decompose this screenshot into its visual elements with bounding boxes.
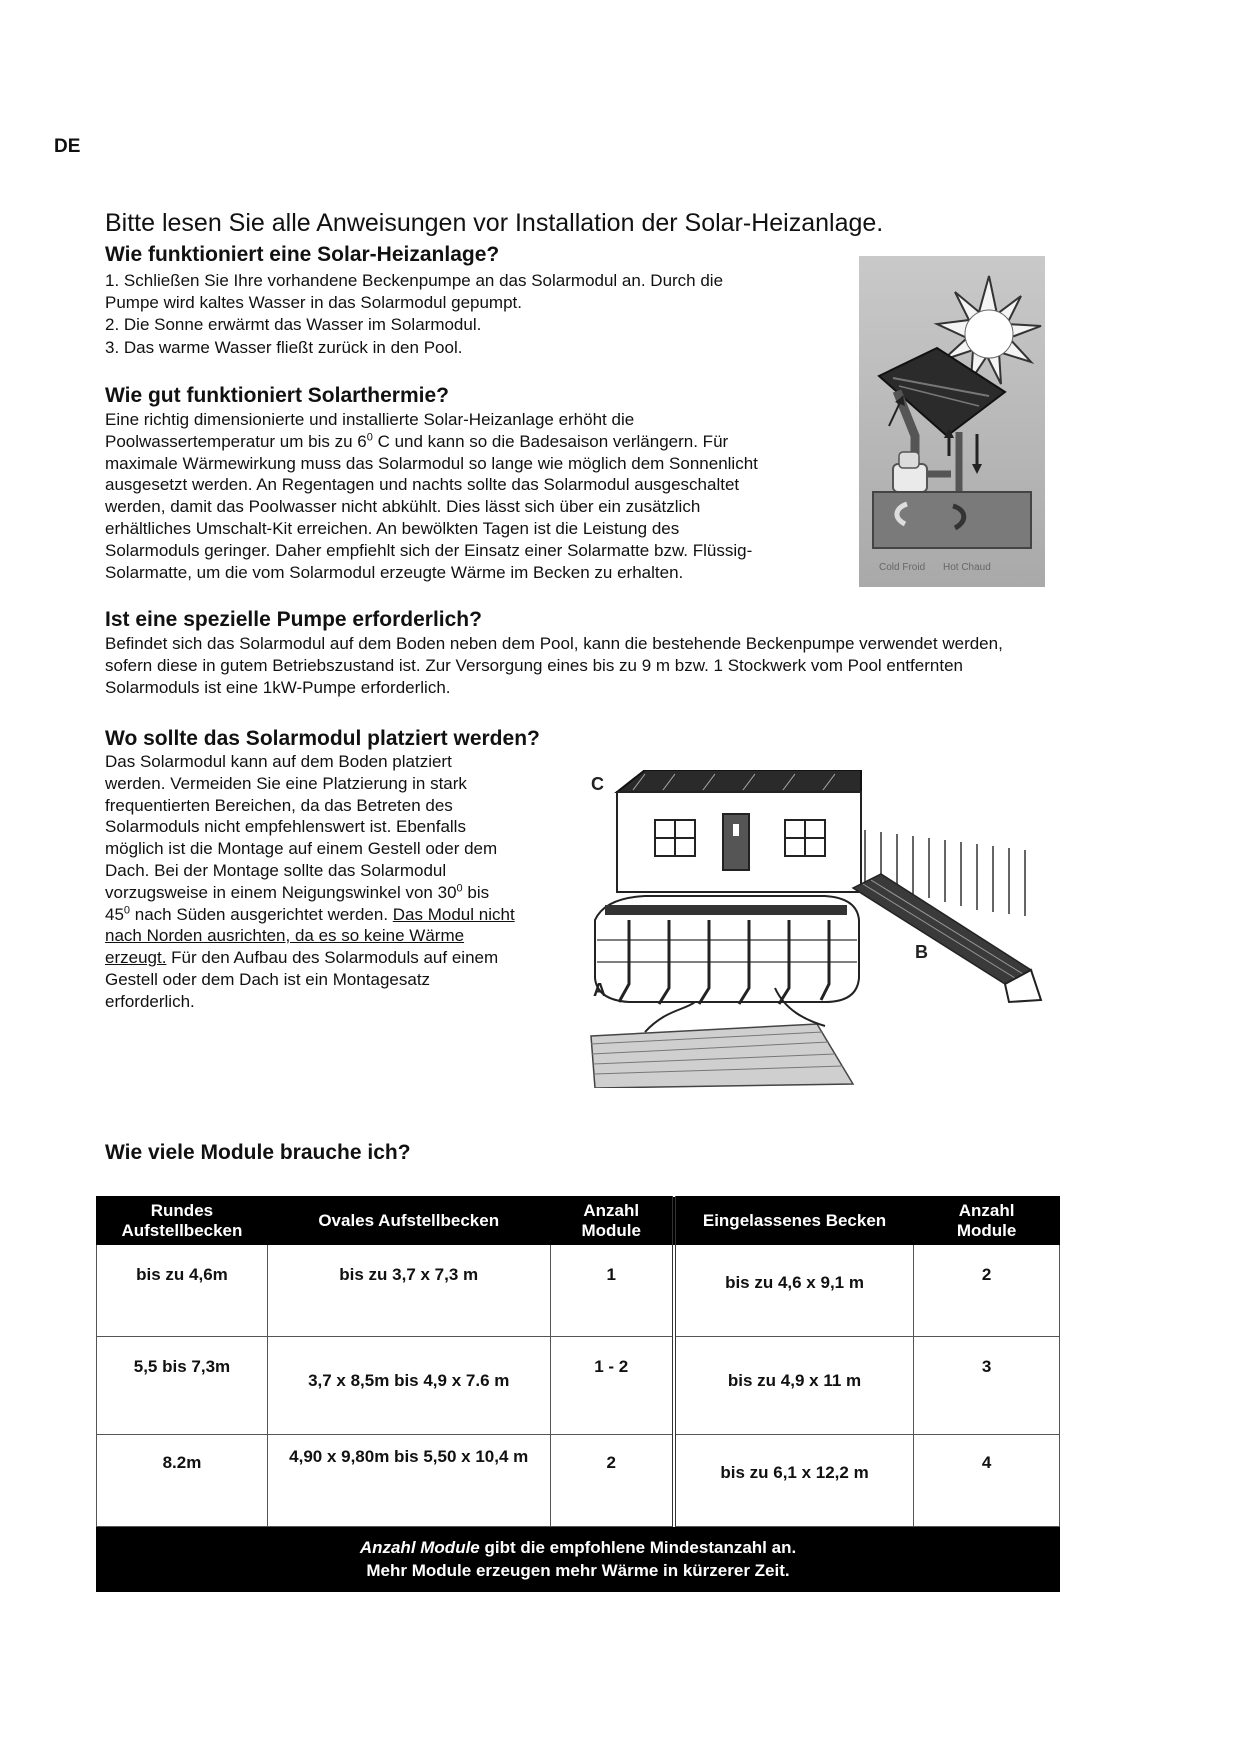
header-text: Module bbox=[956, 1220, 1017, 1240]
text-segment: 45 bbox=[105, 904, 124, 924]
table-row bbox=[97, 1245, 1060, 1337]
heading-how-it-works: Wie funktioniert eine Solar-Heizanlage? bbox=[105, 243, 500, 266]
label-c: C bbox=[591, 774, 604, 794]
paragraph-placement bbox=[105, 751, 515, 1013]
cell-count-2: 2 bbox=[914, 1245, 1060, 1337]
warning-underlined-line: nach Norden ausrichten, da es so keine Wärme bbox=[105, 926, 465, 946]
modules-table bbox=[96, 1196, 1060, 1592]
cell-count-1: 1 - 2 bbox=[550, 1337, 674, 1435]
header-text: Module bbox=[581, 1220, 641, 1240]
cell-oval: 3,7 x 8,5m bis 4,9 x 7.6 m bbox=[267, 1337, 550, 1435]
degree-superscript: 0 bbox=[366, 431, 373, 444]
text-line: Befindet sich das Solarmodul auf dem Boden neben dem Pool, kann die bestehende Beckenpumpe verwendet werden, bbox=[105, 634, 1003, 653]
header-text: Anzahl bbox=[583, 1200, 640, 1220]
heading-placement: Wo sollte das Solarmodul platziert werden? bbox=[105, 727, 540, 750]
text-line: werden, damit das Poolwasser nicht abkühlt. Dies lässt sich über ein zusätzlich bbox=[105, 497, 701, 517]
placement-options-illustration bbox=[585, 770, 1045, 1088]
text-line: Dach. Bei der Montage sollte das Solarmodul bbox=[105, 860, 447, 880]
text-line: möglich ist die Montage auf einem Gestell oder dem bbox=[105, 839, 498, 859]
cell-oval: 4,90 x 9,80m bis 5,50 x 10,4 m bbox=[267, 1435, 550, 1527]
text-line: 2. Die Sonne erwärmt das Wasser im Solarmodul. bbox=[105, 314, 482, 334]
cell-inground: bis zu 6,1 x 12,2 m bbox=[674, 1435, 914, 1527]
text-line bbox=[105, 904, 515, 926]
table-header-row bbox=[97, 1197, 1060, 1245]
paragraph-how-it-works bbox=[105, 270, 723, 359]
text-line: maximale Wärmewirkung muss das Solarmodul so lange wie möglich dem Sonnenlicht bbox=[105, 453, 758, 473]
text-line bbox=[105, 431, 758, 453]
house bbox=[617, 770, 861, 892]
footnote-emphasis: Anzahl Module bbox=[359, 1538, 480, 1557]
cold-label: Cold Froid bbox=[879, 562, 926, 573]
cell-count-1: 1 bbox=[550, 1245, 674, 1337]
label-b: B bbox=[915, 942, 928, 962]
cell-inground: bis zu 4,9 x 11 m bbox=[674, 1337, 914, 1435]
cell-count-2: 3 bbox=[914, 1337, 1060, 1435]
header-oval-pool: Ovales Aufstellbecken bbox=[267, 1197, 550, 1245]
text-line: erforderlich. bbox=[105, 991, 195, 1011]
solar-circulation-illustration bbox=[859, 256, 1045, 587]
cell-inground: bis zu 4,6 x 9,1 m bbox=[674, 1245, 914, 1337]
heading-pump-needed: Ist eine spezielle Pumpe erforderlich? bbox=[105, 608, 482, 631]
pool-basin bbox=[873, 492, 1031, 548]
text-line: frequentierten Bereichen, da das Betreten des bbox=[105, 795, 453, 815]
page-title: Bitte lesen Sie alle Anweisungen vor Installation der Solar-Heizanlage. bbox=[105, 208, 884, 237]
header-text: Anzahl bbox=[958, 1200, 1015, 1220]
header-text: Aufstellbecken bbox=[121, 1220, 243, 1240]
text-line: 3. Das warme Wasser fließt zurück in den Pool. bbox=[105, 338, 463, 358]
text-line bbox=[105, 947, 515, 969]
above-ground-pool bbox=[595, 896, 859, 1004]
warning-underlined: erzeugt. bbox=[105, 948, 167, 968]
warning-underlined: Das Modul nicht bbox=[392, 904, 515, 924]
footnote-text: Mehr Module erzeugen mehr Wärme in kürzerer Zeit. bbox=[366, 1561, 790, 1580]
text-line: ausgesetzt werden. An Regentagen und nachts sollte das Solarmodul ausgeschaltet bbox=[105, 475, 740, 495]
text-segment: Für den Aufbau des Solarmoduls auf einem bbox=[166, 948, 499, 968]
heading-how-many: Wie viele Module brauche ich? bbox=[105, 1141, 411, 1164]
header-module-count-2 bbox=[914, 1197, 1060, 1245]
table-row bbox=[97, 1337, 1060, 1435]
cell-round: 5,5 bis 7,3m bbox=[97, 1337, 268, 1435]
text-line bbox=[105, 882, 515, 904]
header-round-pool bbox=[97, 1197, 268, 1245]
text-segment: bis bbox=[462, 882, 490, 902]
text-line: sofern diese in gutem Betriebszustand ist. Zur Versorgung eines bis zu 9 m bzw. 1 Stockwerk vom Pool entfernten bbox=[105, 655, 963, 675]
text-segment: C und kann so die Badesaison verlängern. Für bbox=[372, 431, 729, 451]
cell-oval: bis zu 3,7 x 7,3 m bbox=[267, 1245, 550, 1337]
degree-superscript: 0 bbox=[456, 882, 463, 895]
paragraph-how-well bbox=[105, 409, 758, 583]
cell-round: 8.2m bbox=[97, 1435, 268, 1527]
footnote-text: gibt die empfohlene Mindestanzahl an. bbox=[479, 1538, 797, 1557]
cell-round: bis zu 4,6m bbox=[97, 1245, 268, 1337]
table-footer-row bbox=[97, 1527, 1060, 1592]
text-line: Solarmatte, um die vom Solarmodul erzeugte Wärme im Becken zu erhalten. bbox=[105, 562, 684, 582]
text-line: Solarmoduls ist eine 1kW-Pumpe erforderlich. bbox=[105, 677, 451, 697]
text-segment: Poolwassertemperatur um bis zu 6 bbox=[105, 431, 367, 451]
table-row bbox=[97, 1435, 1060, 1527]
text-line: Gestell oder dem Dach ist ein Montagesatz bbox=[105, 969, 431, 989]
text-segment: vorzugsweise in einem Neigungswinkel von 30 bbox=[105, 882, 457, 902]
cell-count-2: 4 bbox=[914, 1435, 1060, 1527]
text-line: werden. Vermeiden Sie eine Platzierung in stark bbox=[105, 773, 467, 793]
label-a: A bbox=[593, 980, 606, 1000]
text-line: Das Solarmodul kann auf dem Boden platziert bbox=[105, 752, 452, 771]
heading-how-well: Wie gut funktioniert Solarthermie? bbox=[105, 384, 449, 407]
language-code: DE bbox=[54, 136, 81, 157]
text-line: 1. Schließen Sie Ihre vorhandene Beckenpumpe an das Solarmodul an. Durch die bbox=[105, 271, 724, 290]
tilted-solar-panel bbox=[853, 874, 1041, 1002]
header-text: Rundes bbox=[150, 1200, 214, 1220]
text-line: Pumpe wird kaltes Wasser in das Solarmodul gepumpt. bbox=[105, 292, 522, 312]
text-line: Solarmoduls nicht empfehlenswert ist. Ebenfalls bbox=[105, 817, 466, 837]
text-line: Eine richtig dimensionierte und installierte Solar-Heizanlage erhöht die bbox=[105, 410, 635, 429]
degree-superscript: 0 bbox=[123, 903, 131, 916]
text-line: erhältliches Umschalt-Kit erreichen. An bewölkten Tagen ist die Leistung des bbox=[105, 518, 680, 538]
cell-count-1: 2 bbox=[550, 1435, 674, 1527]
text-segment: nach Süden ausgerichtet werden. bbox=[130, 904, 393, 924]
header-inground-pool: Eingelassenes Becken bbox=[674, 1197, 914, 1245]
paragraph-pump-needed bbox=[105, 633, 1003, 698]
text-line: Solarmoduls geringer. Daher empfiehlt sich der Einsatz einer Solarmatte bzw. Flüssig- bbox=[105, 540, 753, 560]
hot-label: Hot Chaud bbox=[943, 562, 991, 573]
door-icon bbox=[723, 814, 749, 870]
header-module-count-1 bbox=[550, 1197, 674, 1245]
table-footnote bbox=[97, 1527, 1060, 1592]
